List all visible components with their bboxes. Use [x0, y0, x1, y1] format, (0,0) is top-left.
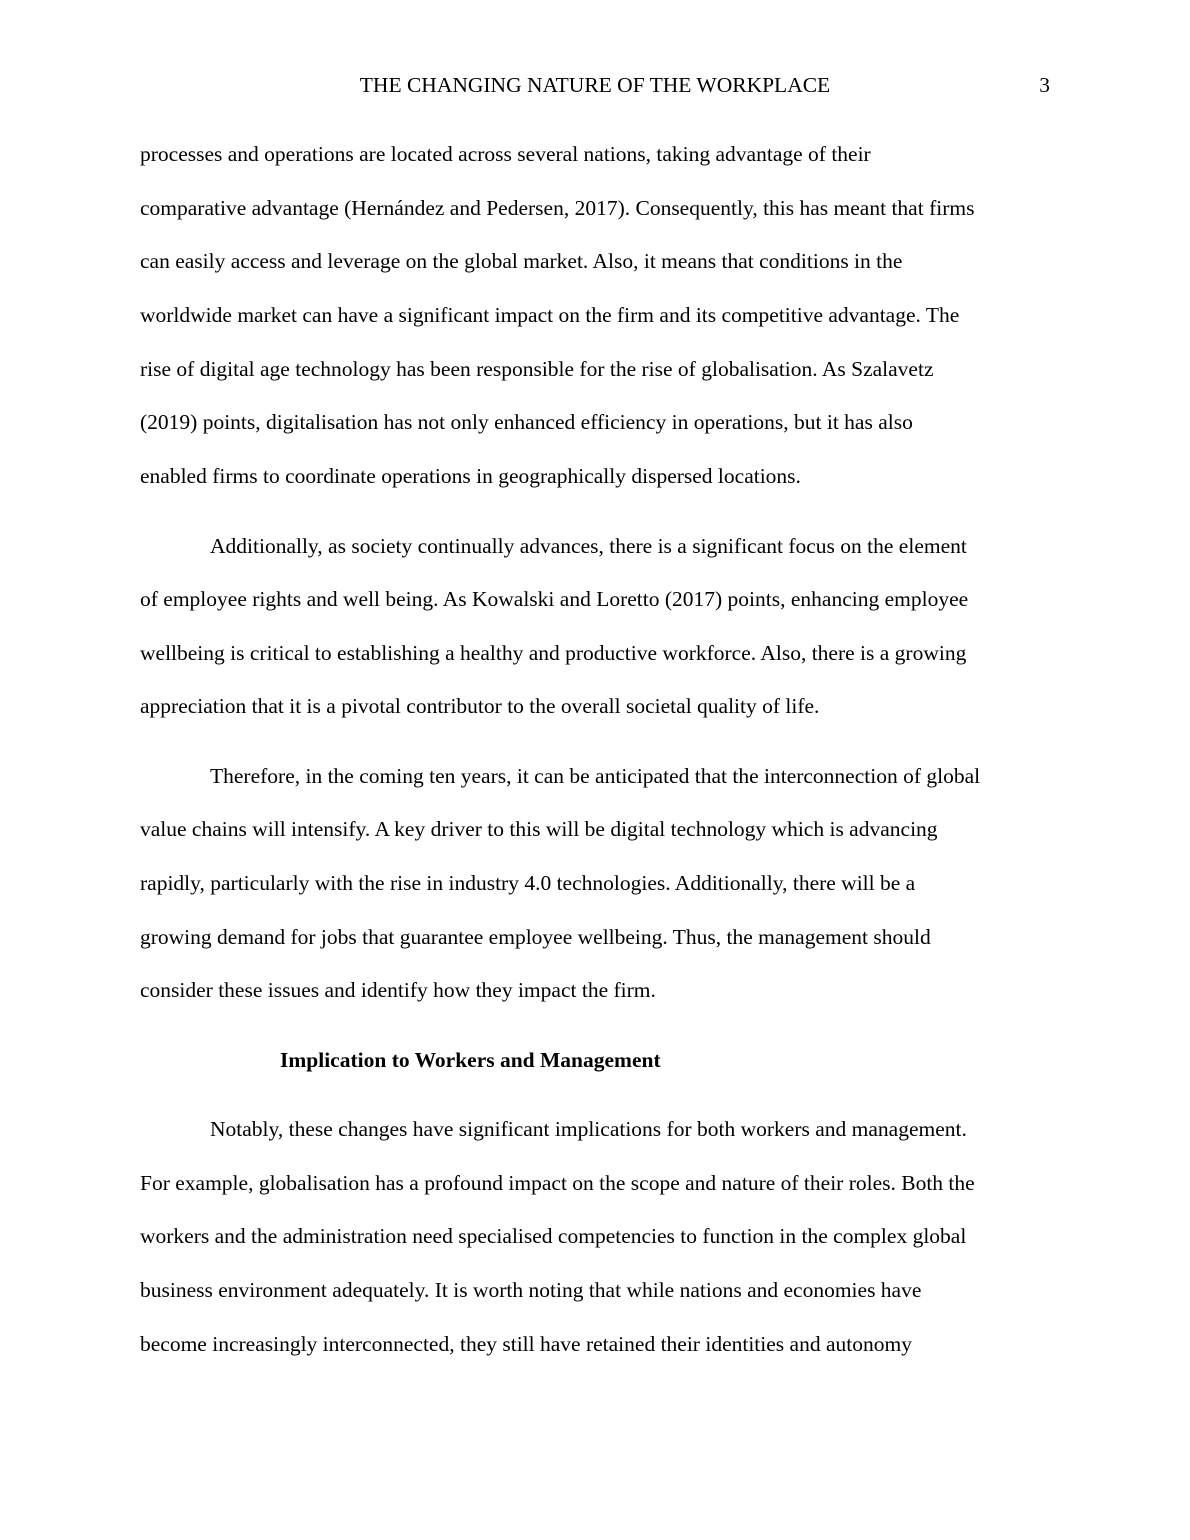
paragraph-1-line: worldwide market can have a significant impact on the firm and its competitive advantage. The	[140, 303, 960, 327]
paragraph-2-line: of employee rights and well being. As Kowalski and Loretto (2017) points, enhancing employee	[140, 587, 969, 611]
running-head-title: THE CHANGING NATURE OF THE WORKPLACE	[359, 73, 831, 97]
paragraph-4-line: workers and the administration need specialised competencies to function in the complex global	[140, 1224, 967, 1248]
paragraph-3-line: Therefore, in the coming ten years, it can be anticipated that the interconnection of global	[210, 764, 981, 788]
paragraph-1-line: processes and operations are located across several nations, taking advantage of their	[140, 142, 871, 166]
paragraph-1-line: comparative advantage (Hernández and Pedersen, 2017). Consequently, this has meant that firms	[140, 196, 975, 220]
paragraph-4-line: business environment adequately. It is worth noting that while nations and economies have	[140, 1278, 922, 1302]
paragraph-1-line: (2019) points, digitalisation has not only enhanced efficiency in operations, but it has also	[140, 410, 913, 434]
paragraph-3-line: growing demand for jobs that guarantee employee wellbeing. Thus, the management should	[140, 925, 931, 949]
paragraph-4-line: For example, globalisation has a profound impact on the scope and nature of their roles. Both the	[140, 1171, 975, 1195]
section-heading: Implication to Workers and Management	[280, 1048, 661, 1072]
paragraph-3-line: consider these issues and identify how they impact the firm.	[140, 978, 656, 1002]
paragraph-1-line: enabled firms to coordinate operations in geographically dispersed locations.	[140, 464, 801, 488]
paragraph-1-line: rise of digital age technology has been responsible for the rise of globalisation. As Szalavetz	[140, 357, 934, 381]
paragraph-3-line: rapidly, particularly with the rise in industry 4.0 technologies. Additionally, there will be a	[140, 871, 916, 895]
running-head	[140, 70, 1050, 100]
paragraph-2-line: Additionally, as society continually advances, there is a significant focus on the element	[210, 534, 967, 558]
paragraph-2-line: wellbeing is critical to establishing a healthy and productive workforce. Also, there is a growing	[140, 641, 967, 665]
paragraph-2-line: appreciation that it is a pivotal contributor to the overall societal quality of life.	[140, 694, 820, 718]
page-number: 3	[1039, 73, 1050, 97]
paragraph-1-line: can easily access and leverage on the global market. Also, it means that conditions in the	[140, 249, 903, 273]
paragraph-3-line: value chains will intensify. A key driver to this will be digital technology which is advancing	[140, 817, 938, 841]
paragraph-4-line: become increasingly interconnected, they still have retained their identities and autonomy	[140, 1332, 912, 1356]
paragraph-4-line: Notably, these changes have significant implications for both workers and management.	[210, 1117, 967, 1141]
